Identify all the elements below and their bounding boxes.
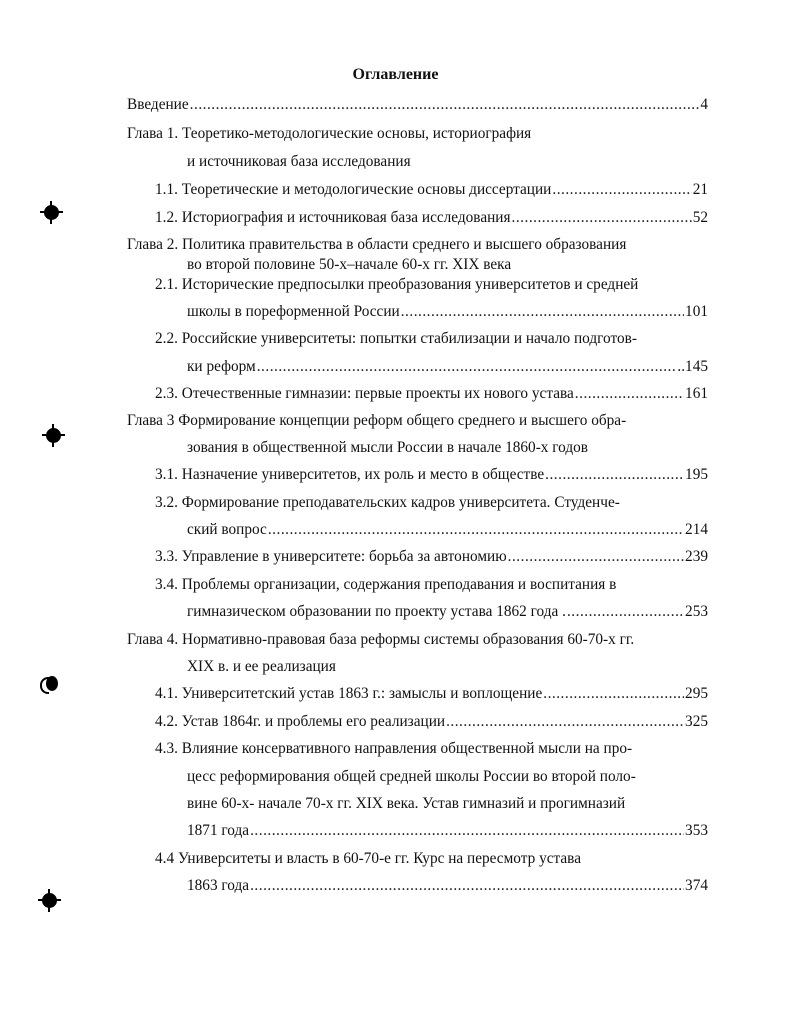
toc-entry-1-2 <box>155 208 708 228</box>
toc-entry-2-1: 2.1. Исторические предпосылки преобразования университетов и средней <box>155 276 639 293</box>
toc-entry-page: 195 <box>685 466 708 483</box>
toc-chapter-3-heading: Глава 3 Формирование концепции реформ общего среднего и высшего обра- <box>127 412 627 429</box>
leader-dots <box>257 357 677 377</box>
toc-entry-page: 161 <box>685 385 708 402</box>
toc-entry-3-3 <box>155 547 708 567</box>
toc-entry-text: школы в пореформенной России <box>187 303 400 320</box>
toc-entry-4-3-cont-2: вине 60-х- начале 70-х гг. XIX века. Устав гимназий и прогимназий <box>187 795 626 812</box>
toc-entry-page: ..145 <box>677 358 708 375</box>
toc-entry-4-4-cont <box>187 876 708 896</box>
toc-entry-text: ский вопрос <box>187 521 267 538</box>
leader-dots <box>543 684 684 704</box>
toc-entry-text: 4.2. Устав 1864г. и проблемы его реализации <box>155 713 446 730</box>
toc-entry-page: 239 <box>685 548 708 565</box>
toc-chapter-2-heading: Глава 2. Политика правительства в области среднего и высшего образования <box>127 236 627 253</box>
toc-entry-3-1 <box>155 465 708 485</box>
leader-dots <box>552 180 691 200</box>
toc-entry-text: 3.1. Назначение университетов, их роль и место в обществе <box>155 466 545 483</box>
toc-entry-text: Введение <box>127 96 189 113</box>
toc-chapter-1-heading: Глава 1. Теоретико-методологические основы, историография <box>127 125 532 142</box>
toc-entry-text: 1.1. Теоретические и методологические основы диссертации <box>155 181 552 198</box>
leader-dots <box>268 520 684 540</box>
toc-entry-page: 353 <box>685 822 708 839</box>
toc-entry-text: 2.3. Отечественные гимназии: первые проекты их нового устава <box>155 385 574 402</box>
toc-entry-2-1-cont <box>187 302 708 322</box>
toc-entry-1-1 <box>155 180 708 200</box>
punch-hole-mark <box>42 893 57 908</box>
toc-entry-4-4: 4.4 Университеты и власть в 60-70-е гг. Курс на пересмотр устава <box>155 850 581 867</box>
leader-dots <box>250 876 684 896</box>
leader-dots <box>512 208 692 228</box>
leader-dots <box>545 465 684 485</box>
toc-entry-3-2: 3.2. Формирование преподавательских кадров университета. Студенче- <box>155 494 620 511</box>
toc-entry-page: 101 <box>685 303 708 320</box>
toc-chapter-2-heading-cont: во второй половине 50-х–начале 60-х гг. XIX века <box>187 256 512 273</box>
toc-entry-3-2-cont <box>187 520 708 540</box>
page-title: Оглавление <box>352 66 439 83</box>
leader-dots <box>250 821 684 841</box>
leader-dots <box>446 712 684 732</box>
toc-chapter-1-heading-cont: и источниковая база исследования <box>187 153 411 170</box>
toc-entry-page: 325 <box>685 713 708 730</box>
punch-hole-mark <box>46 676 58 691</box>
toc-entry-text: 1863 года <box>187 877 250 894</box>
toc-entry-4-1 <box>155 684 708 704</box>
toc-entry-page: 295 <box>685 685 708 702</box>
toc-entry-page: 374 <box>685 877 708 894</box>
punch-hole-mark <box>44 205 59 220</box>
toc-chapter-4-heading: Глава 4. Нормативно-правовая база реформы системы образования 60-70-х гг. <box>127 631 635 648</box>
toc-entry-introduction <box>127 95 708 115</box>
leader-dots <box>567 602 684 622</box>
leader-dots <box>401 302 684 322</box>
leader-dots <box>190 95 700 115</box>
toc-entry-4-2 <box>155 712 708 732</box>
toc-entry-2-2-cont <box>187 357 708 377</box>
toc-entry-4-3-cont-3 <box>187 821 708 841</box>
toc-entry-page: 4 <box>700 96 708 113</box>
toc-entry-page: 253 <box>685 603 708 620</box>
toc-entry-2-3 <box>155 384 708 404</box>
toc-entry-2-2: 2.2. Российские университеты: попытки стабилизации и начало подготов- <box>155 330 637 347</box>
punch-hole-mark <box>46 428 61 443</box>
toc-entry-text: 4.1. Университетский устав 1863 г.: замыслы и воплощение <box>155 685 543 702</box>
toc-entry-4-3: 4.3. Влияние консервативного направления общественной мысли на про- <box>155 740 633 757</box>
toc-entry-text: 3.3. Управление в университете: борьба за автономию <box>155 548 507 565</box>
toc-entry-text: 1.2. Историография и источниковая база исследования <box>155 209 511 226</box>
toc-chapter-4-heading-cont: XIX в. и ее реализация <box>187 658 336 675</box>
toc-entry-page: 21 <box>692 181 708 198</box>
toc-entry-4-3-cont-1: цесс реформирования общей средней школы России во второй поло- <box>187 768 636 785</box>
toc-entry-text: гимназическом образовании по проекту устава 1862 года . <box>187 603 566 620</box>
toc-entry-page: 214 <box>685 521 708 538</box>
toc-chapter-3-heading-cont: зования в общественной мысли России в начале 1860-х годов <box>187 439 589 456</box>
toc-entry-text: ки реформ <box>187 358 256 375</box>
toc-entry-text: 1871 года <box>187 822 250 839</box>
toc-entry-3-4: 3.4. Проблемы организации, содержания преподавания и воспитания в <box>155 576 617 593</box>
leader-dots <box>575 384 684 404</box>
toc-entry-3-4-cont <box>187 602 708 622</box>
toc-entry-page: 52 <box>692 209 708 226</box>
leader-dots <box>508 547 684 567</box>
